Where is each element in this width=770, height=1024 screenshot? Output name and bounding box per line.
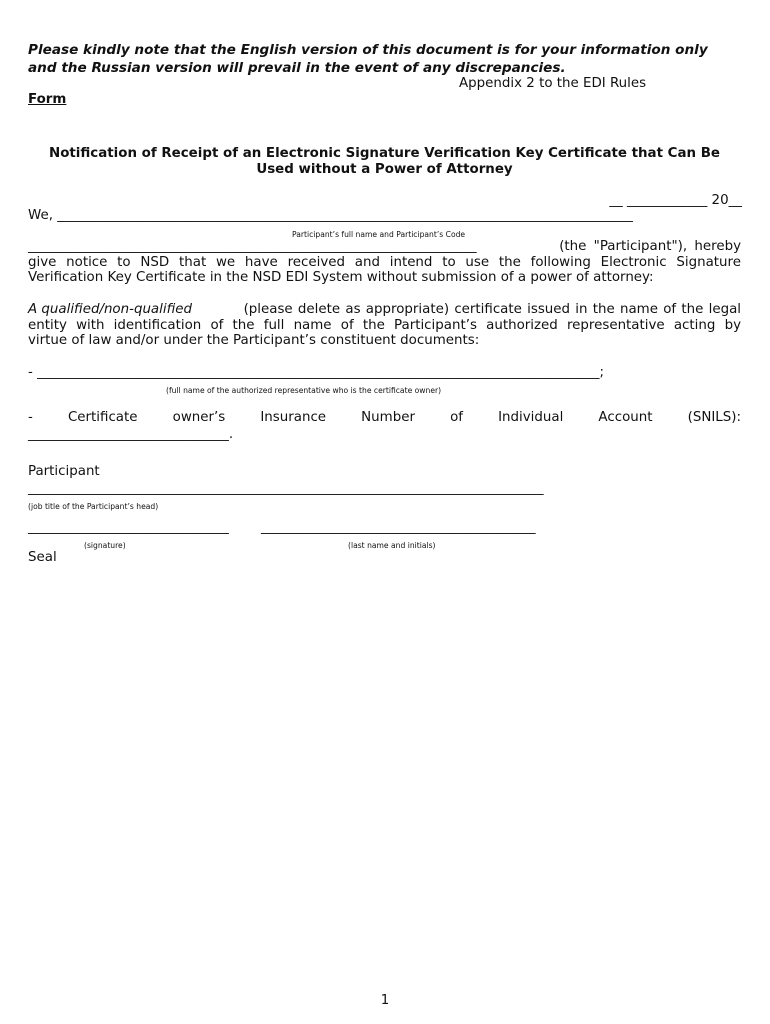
signature-field: ______________________________ [28, 520, 229, 535]
participant-name-field: We, ______________________________________________________________________________________ [28, 208, 634, 223]
document-title [28, 146, 741, 178]
language-notice-line-2: and the Russian version will prevail in the event of any discrepancies. [28, 60, 566, 76]
signature-caption: (signature) [84, 541, 126, 550]
page-number: 1 [380, 993, 390, 1008]
language-notice-line-1: Please kindly note that the English version of this document is for your information only [28, 42, 708, 58]
representative-name-field: - ____________________________________________________________________________________; [28, 365, 605, 380]
head-title-caption: (job title of the Participant’s head) [28, 502, 159, 511]
participant-code-blank: ___________________________________________________________________ [28, 239, 477, 254]
participant-name-caption: Participant’s full name and Participant’s Code [292, 230, 466, 239]
head-title-field: _____________________________________________________________________________ [28, 481, 544, 496]
certificate-line-2: entity with identification of the full name of the Participant’s authorized representative acting by [28, 317, 741, 333]
certificate-paragraph [28, 302, 741, 349]
title-line-2: Used without a Power of Attorney [256, 162, 513, 177]
appendix-label: Appendix 2 to the EDI Rules [459, 76, 647, 91]
notice-paragraph [28, 239, 741, 286]
last-name-field: _________________________________________ [261, 520, 536, 535]
last-name-caption: (last name and initials) [348, 541, 436, 550]
participant-definition: (the "Participant"), hereby [559, 239, 741, 254]
snils-field: ______________________________. [28, 427, 234, 442]
notice-line-3: Verification Key Certificate in the NSD EDI System without submission of a power of attorney: [28, 270, 654, 285]
snils-line-1: - Certificate owner’s Insurance Number of Individual Account (SNILS): [28, 410, 741, 425]
certificate-line-3: virtue of law and/or under the Participant’s constituent documents: [28, 333, 480, 348]
form-label: Form [28, 92, 67, 107]
title-line-1: Notification of Receipt of an Electronic Signature Verification Key Certificate that Can Be [48, 146, 721, 161]
notice-line-2: give notice to NSD that we have received and intend to use the following Electronic Signature [28, 254, 741, 270]
certificate-type-italic: A qualified/non-qualified [28, 302, 192, 317]
seal-label: Seal [28, 550, 57, 565]
participant-label: Participant [28, 464, 100, 479]
certificate-line-1-rest: (please delete as appropriate) certificate issued in the name of the legal [243, 302, 741, 317]
representative-caption: (full name of the authorized representative who is the certificate owner) [166, 386, 442, 395]
date-field: __ ____________ 20__ [609, 193, 742, 208]
